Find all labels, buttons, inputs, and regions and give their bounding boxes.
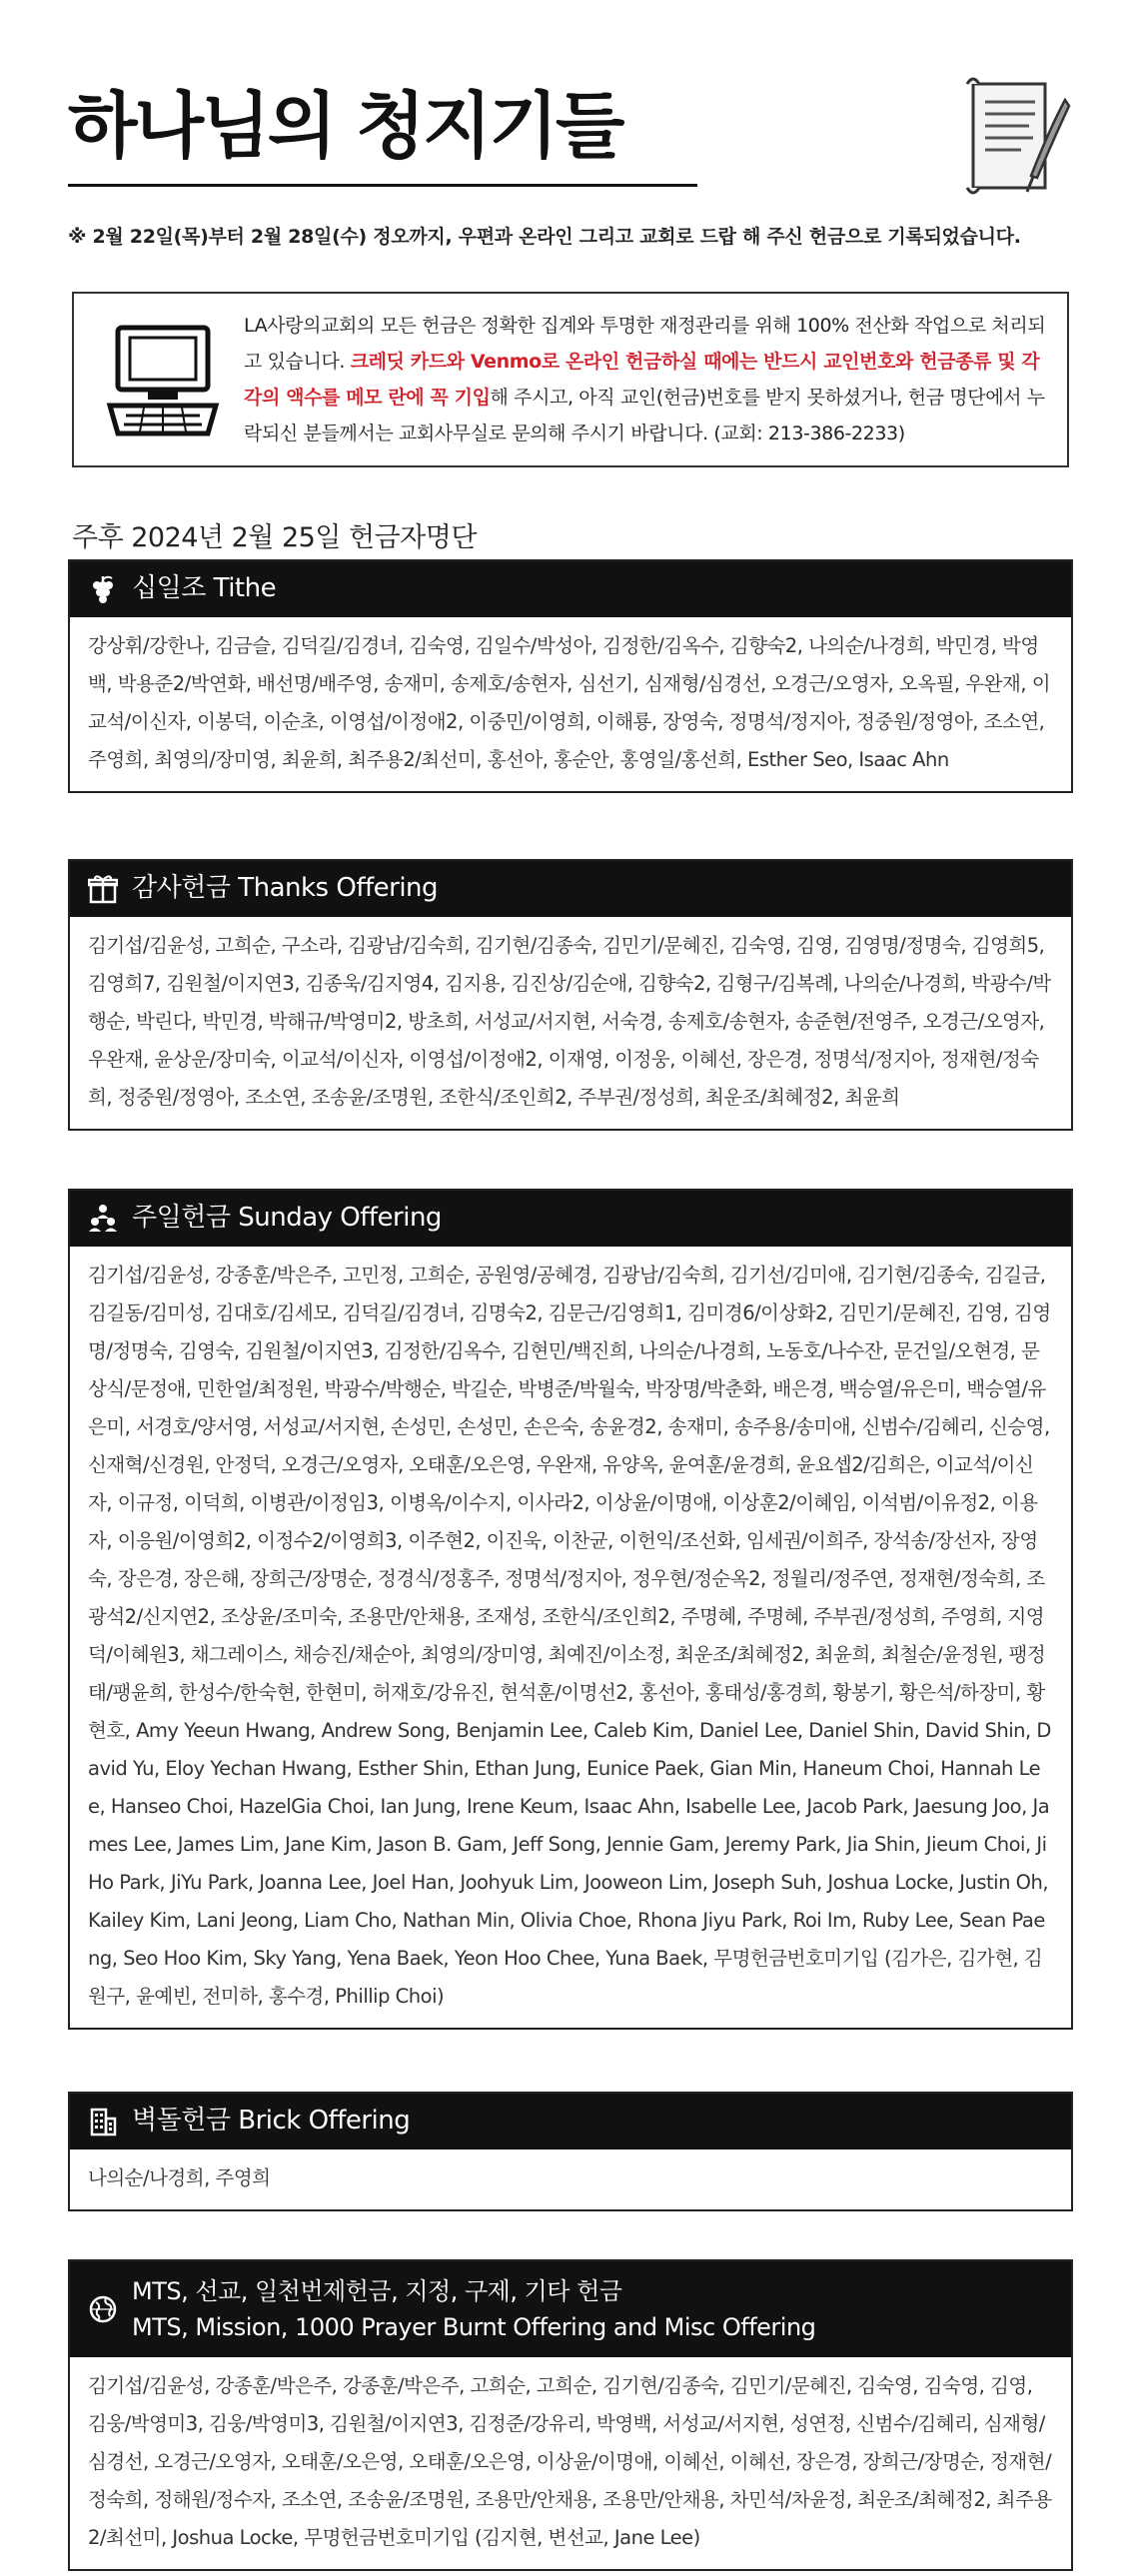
brick-title: 벽돌헌금 Brick Offering — [132, 2106, 411, 2137]
brick-names: 나의순/나경희, 주영희 — [88, 2166, 271, 2189]
sunday-section — [68, 1189, 1073, 2030]
tithe-header — [70, 561, 1071, 617]
page-title: 하나님의 청지기들 — [68, 84, 622, 168]
tithe-title: 십일조 Tithe — [132, 573, 277, 604]
offering-list-heading: 주후 2024년 2월 25일 헌금자명단 — [72, 522, 477, 553]
notice-text: ※ 2월 22일(목)부터 2월 28일(수) 정오까지, 우편과 온라인 그리고 교회로 드랍 해 주신 헌금으로 기록되었습니다. — [68, 226, 1021, 248]
misc-title-block — [132, 2273, 815, 2345]
sunday-header — [70, 1191, 1071, 1247]
info-text-part1: LA사랑의교회의 모든 헌금은 정확한 집계와 투명한 재정관리를 위해 100% 전산화 작업으로 처리되고 있습니다. — [244, 315, 1046, 373]
brick-section — [68, 2092, 1073, 2211]
brick-header — [70, 2094, 1071, 2149]
misc-names: 김기섭/김윤성, 강종훈/박은주, 강종훈/박은주, 고희순, 고희순, 김기현/김종숙, 김민기/문혜진, 김숙영, 김숙영, 김영, 김웅/박영미3, 김웅/박영미3, 김원철/이지연3, 김정준/강유리, 박영백, 서성교/서지현, 성연정, 신범수/김혜리, 심재형/심경선, 오경근/오영자, 오태훈/오은영, 오태훈/오은영, 이상윤/이명애, 이혜선, 이혜선, 장은경, 장희근/장명순, 정재현/정숙희, 정해원/정수자, 조소연, 조송윤/조명원, 조용만/안채용, 조용만/안채용, 차민석/차윤정, 최운조/최혜정2, 최주용2/최선미, Joshua Locke, 무명헌금번호미기입 (김지현, 변선교, Jane Lee) — [88, 2374, 1052, 2549]
thanks-section — [68, 859, 1073, 1131]
building-icon — [88, 2107, 118, 2137]
scroll-quill-icon — [957, 70, 1077, 200]
page-header — [68, 70, 1077, 200]
globe-icon — [88, 2294, 118, 2324]
misc-section — [68, 2259, 1073, 2571]
thanks-header — [70, 861, 1071, 917]
info-text — [244, 308, 1053, 451]
tithe-section — [68, 559, 1073, 793]
misc-header — [70, 2261, 1071, 2357]
tithe-names: 강상휘/강한나, 김금슬, 김덕길/김경녀, 김숙영, 김일수/박성아, 김정한/김옥수, 김향숙2, 나의순/나경희, 박민경, 박영백, 박용준2/박연화, 배선명/배주영, 송재미, 송제호/송현자, 심선기, 심재형/심경선, 오경근/오영자, 오옥필, 우완재, 이교석/이신자, 이봉덕, 이순초, 이영섭/이정애2, 이중민/이영희, 이해룡, 장영숙, 정명석/정지아, 정중원/정영아, 조소연, 주영희, 최영의/장미영, 최윤희, 최주용2/최선미, 홍선아, 홍순안, 홍영일/홍선희, Esther Seo, Isaac Ahn — [88, 634, 1051, 771]
gift-icon — [88, 874, 118, 904]
thanks-title: 감사헌금 Thanks Offering — [132, 873, 439, 904]
info-highlight: 크레딧 카드와 Venmo로 온라인 헌금하실 때에는 반드시 교인번호와 헌금종류 및 각각의 액수를 메모 란에 꼭 기입 — [244, 351, 1040, 409]
misc-title-ko: MTS, 선교, 일천번제헌금, 지정, 구제, 기타 헌금 — [132, 2277, 622, 2305]
info-box — [72, 292, 1069, 467]
computer-icon — [104, 322, 222, 441]
misc-title-en: MTS, Mission, 1000 Prayer Burnt Offering and Misc Offering — [132, 2313, 816, 2341]
title-underline — [68, 184, 697, 187]
grapes-icon — [88, 574, 118, 604]
info-text-part2: 해 주시고, 아직 교인(헌금)번호를 받지 못하셨거나, 헌금 명단에서 누락되신 분들께서는 교회사무실로 문의해 주시기 바랍니다. (교회: 213-386-2233) — [244, 387, 1045, 444]
sunday-title: 주일헌금 Sunday Offering — [132, 1203, 442, 1234]
thanks-names: 김기섭/김윤성, 고희순, 구소라, 김광남/김숙희, 김기현/김종숙, 김민기/문혜진, 김숙영, 김영, 김영명/정명숙, 김영희5, 김영희7, 김원철/이지연3, 김종욱/김지영4, 김지용, 김진상/김순애, 김향숙2, 김형구/김복례, 나의순/나경희, 박광수/박행순, 박린다, 박민경, 박해규/박영미2, 방초희, 서성교/서지현, 서숙경, 송제호/송현자, 송준현/전영주, 오경근/오영자, 우완재, 윤상운/장미숙, 이교석/이신자, 이영섭/이정애2, 이재영, 이정웅, 이혜선, 장은경, 정명석/정지아, 정재현/정숙희, 정중원/정영아, 조소연, 조송윤/조명원, 조한식/조인희2, 주부권/정성희, 최운조/최혜정2, 최윤희 — [88, 934, 1051, 1109]
people-icon — [88, 1204, 118, 1234]
sunday-names: 김기섭/김윤성, 강종훈/박은주, 고민정, 고희순, 공원영/공혜경, 김광남/김숙희, 김기선/김미애, 김기현/김종숙, 김길금, 김길동/김미성, 김대호/김세모, 김덕길/김경녀, 김명숙2, 김문근/김영희1, 김미경6/이상화2, 김민기/문혜진, 김영, 김영명/정명숙, 김영숙, 김원철/이지연3, 김정한/김옥수, 김현민/백진희, 나의순/나경희, 노동호/나수잔, 문건일/오현경, 문상식/문정애, 민한얼/최정원, 박광수/박행순, 박길순, 박병준/박월숙, 박장명/박춘화, 배은경, 백승열/유은미, 백승열/유은미, 서경호/양서영, 서성교/서지현, 손성민, 손성민, 손은숙, 송윤경2, 송재미, 송주용/송미애, 신범수/김혜리, 신승영, 신재혁/신경원, 안정덕, 오경근/오영자, 오태훈/오은영, 우완재, 유양옥, 윤여훈/윤경희, 윤요셉2/김희은, 이교석/이신자, 이규정, 이덕희, 이병관/이정임3, 이병옥/이수지, 이사라2, 이상윤/이명애, 이상훈2/이혜임, 이석범/이유정2, 이용자, 이응원/이영희2, 이정수2/이영희3, 이주현2, 이진욱, 이찬균, 이헌익/조선화, 임세권/이희주, 장석송/장선자, 장영숙, 장은경, 장은해, 장희근/장명순, 정경식/정홍주, 정명석/정지아, 정우현/정순옥2, 정월리/정주연, 정재현/정숙희, 조광석2/신지연2, 조상윤/조미숙, 조용만/안채용, 조재성, 조한식/조인희2, 주명혜, 주명혜, 주부권/정성희, 주영희, 지영덕/이혜원3, 채그레이스, 채승진/채순아, 최영의/장미영, 최예진/이소정, 최운조/최혜정2, 최윤희, 최철순/윤정원, 팽정태/팽윤희, 한성수/한숙현, 한현미, 허재호/강유진, 현석훈/이명선2, 홍선아, 홍태성/홍경희, 황봉기, 황은석/하장미, 황현호, Amy Yeeun Hwang, Andrew Song, Benjamin Lee, Caleb Kim, Daniel Lee, Daniel Shin, David Shin, David Yu, Eloy Yechan Hwang, Esther Shin, Ethan Jung, Eunice Paek, Gian Min, Haneum Choi, Hannah Lee, Hanseo Choi, HazelGia Choi, Ian Jung, Irene Keum, Isaac Ahn, Isabelle Lee, Jacob Park, Jaesung Joo, James Lee, James Lim, Jane Kim, Jason B. Gam, Jeff Song, Jennie Gam, Jeremy Park, Jia Shin, Jieum Choi, JiHo Park, JiYu Park, Joanna Lee, Joel Han, Joohyuk Lim, Jooweon Lim, Joseph Suh, Joshua Locke, Justin Oh, Kailey Kim, Lani Jeong, Liam Cho, Nathan Min, Olivia Choe, Rhona Jiyu Park, Roi Im, Ruby Lee, Sean Paeng, Seo Hoo Kim, Sky Yang, Yena Baek, Yeon Hoo Chee, Yuna Baek, 무명헌금번호미기입 (김가은, 김가현, 김원구, 윤예빈, 전미하, 홍수경, Phillip Choi) — [88, 1264, 1051, 2008]
